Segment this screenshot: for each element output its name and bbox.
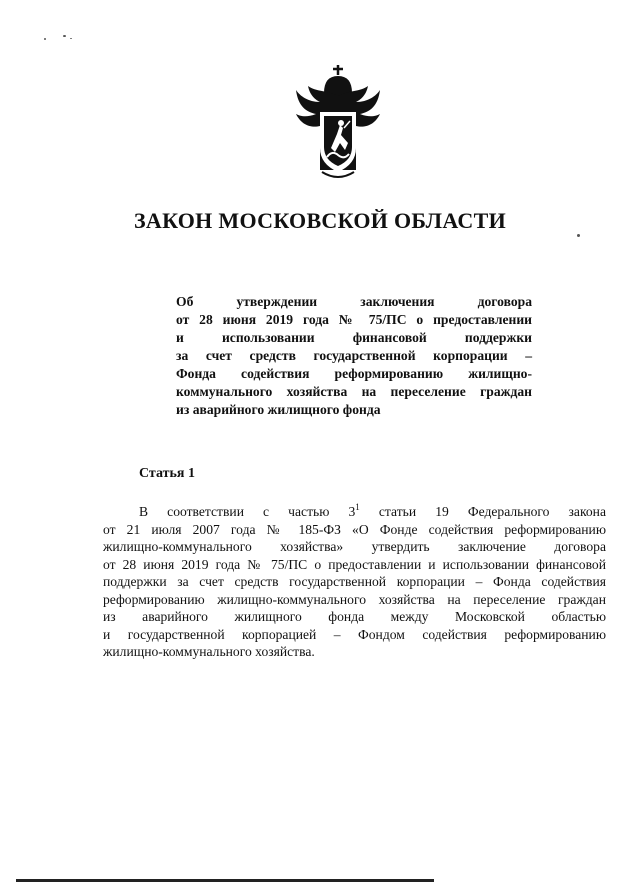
- article-line: поддержки за счет средств государственной корпорации – Фонда содействия: [103, 574, 606, 589]
- scan-speck: [63, 35, 66, 37]
- article-body: [103, 503, 606, 661]
- subject-line: коммунального хозяйства на переселение граждан: [176, 384, 532, 399]
- subject-line: и использовании финансовой поддержки: [176, 330, 532, 345]
- article-line: жилищно-коммунального хозяйства» утвердить заключение договора: [103, 539, 606, 554]
- article-line: реформированию жилищно-коммунального хозяйства на переселение граждан: [103, 591, 606, 607]
- subject-line: Об утверждении заключения договора: [176, 294, 532, 309]
- article-line: из аварийного жилищного фонда между Московской областью: [103, 609, 606, 624]
- scan-speck: [577, 234, 580, 237]
- law-subject-heading: [176, 293, 532, 419]
- article-line: от 28 июня 2019 года № 75/ПС о предоставлении и использовании финансовой: [103, 556, 606, 572]
- scan-speck: [70, 38, 72, 39]
- article-line: жилищно-коммунального хозяйства.: [103, 644, 315, 659]
- subject-line: за счет средств государственной корпорации –: [176, 348, 532, 363]
- article-title: Статья 1: [139, 466, 195, 481]
- subject-line: от 28 июня 2019 года № 75/ПС о предоставлении: [176, 312, 532, 327]
- article-line: от 21 июля 2007 года № 185-ФЗ «О Фонде содействия реформированию: [103, 521, 606, 537]
- article-line: и государственной корпорацией – Фондом содействия реформированию: [103, 626, 606, 642]
- moscow-oblast-coat-of-arms-icon: [294, 62, 382, 182]
- scan-speck: [44, 38, 46, 40]
- article-line-part: В соответствии с частью 3: [139, 504, 356, 519]
- article-line-part: статьи 19 Федерального закона: [359, 504, 606, 519]
- scan-edge-line: [16, 879, 434, 882]
- subject-line: из аварийного жилищного фонда: [176, 402, 381, 417]
- superscript: 1: [355, 502, 360, 512]
- article-line: [103, 503, 606, 521]
- law-title: ЗАКОН МОСКОВСКОЙ ОБЛАСТИ: [133, 208, 507, 233]
- subject-line: Фонда содействия реформированию жилищно-: [176, 366, 532, 381]
